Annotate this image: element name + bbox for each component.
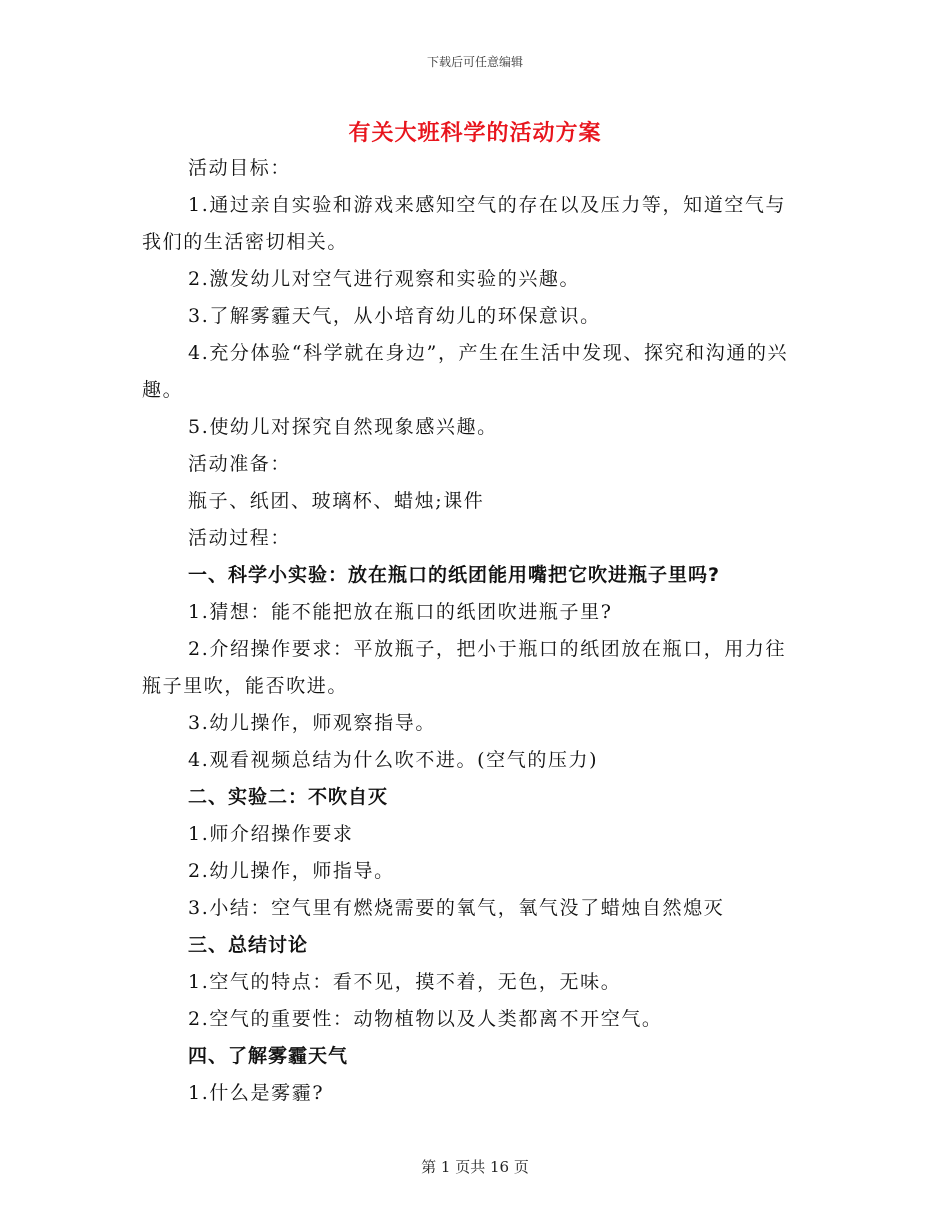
- paragraph: 4.充分体验“科学就在身边”，产生在生活中发现、探究和沟通的兴趣。: [142, 342, 789, 401]
- paragraph: 5.使幼儿对探究自然现象感兴趣。: [188, 416, 498, 438]
- paragraph: 1.什么是雾霾?: [188, 1082, 325, 1104]
- paragraph: 活动过程：: [188, 527, 292, 549]
- document-body: [142, 150, 802, 1112]
- paragraph: 1.通过亲自实验和游戏来感知空气的存在以及压力等，知道空气与我们的生活密切相关。: [142, 194, 787, 253]
- section-heading: 四、了解雾霾天气: [188, 1045, 349, 1067]
- paragraph: 活动准备：: [188, 453, 292, 475]
- paragraph: 2.激发幼儿对空气进行观察和实验的兴趣。: [188, 268, 581, 290]
- paragraph: 1.师介绍操作要求: [188, 823, 354, 845]
- paragraph: 3.幼儿操作，师观察指导。: [188, 712, 436, 734]
- paragraph: 2.幼儿操作，师指导。: [188, 860, 395, 882]
- paragraph: 1.空气的特点：看不见，摸不着，无色，无味。: [188, 971, 622, 993]
- document-title: 有关大班科学的活动方案: [348, 121, 602, 146]
- paragraph: 1.猜想：能不能把放在瓶口的纸团吹进瓶子里?: [188, 601, 613, 623]
- paragraph: 瓶子、纸团、玻璃杯、蜡烛;课件: [188, 490, 485, 512]
- paragraph: 3.了解雾霾天气，从小培育幼儿的环保意识。: [188, 305, 601, 327]
- paragraph: 2.空气的重要性：动物植物以及人类都离不开空气。: [188, 1008, 663, 1030]
- page-number: 第 1 页共 16 页: [421, 1158, 529, 1176]
- paragraph: 4.观看视频总结为什么吹不进。(空气的压力): [188, 749, 599, 771]
- paragraph: 3.小结：空气里有燃烧需要的氧气，氧气没了蜡烛自然熄灭: [188, 897, 725, 919]
- section-heading: 一、科学小实验：放在瓶口的纸团能用嘴把它吹进瓶子里吗?: [188, 564, 721, 586]
- header-note: 下载后可任意编辑: [426, 55, 523, 69]
- paragraph: 2.介绍操作要求：平放瓶子，把小于瓶口的纸团放在瓶口，用力往瓶子里吹，能否吹进。: [142, 638, 787, 697]
- section-heading: 三、总结讨论: [188, 934, 309, 956]
- paragraph: 活动目标：: [188, 157, 292, 179]
- section-heading: 二、实验二：不吹自灭: [188, 786, 389, 808]
